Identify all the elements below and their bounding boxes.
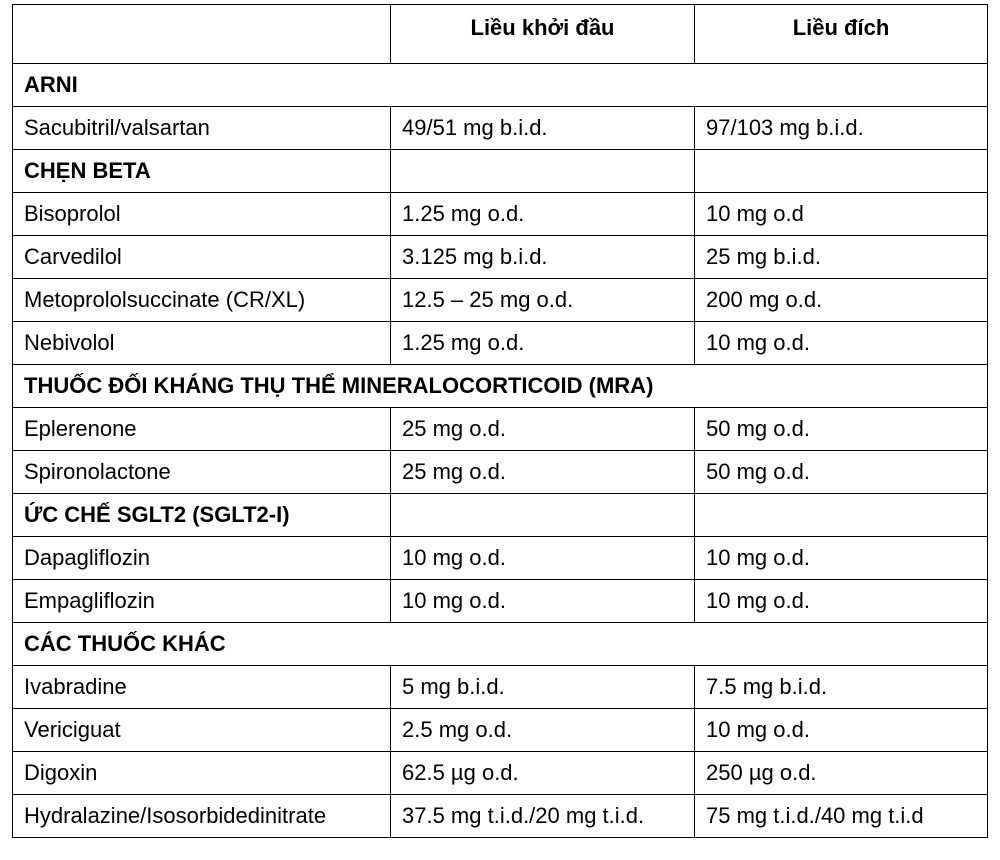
target-dose: 10 mg o.d. (695, 709, 988, 752)
target-dose: 7.5 mg b.i.d. (695, 666, 988, 709)
category-target-dose (695, 150, 988, 193)
table-row (13, 666, 988, 709)
starting-dose: 1.25 mg o.d. (391, 193, 695, 236)
drug-name: Bisoprolol (13, 193, 391, 236)
target-dose: 10 mg o.d (695, 193, 988, 236)
starting-dose: 1.25 mg o.d. (391, 322, 695, 365)
starting-dose: 62.5 µg o.d. (391, 752, 695, 795)
table-row (13, 709, 988, 752)
drug-name: Carvedilol (13, 236, 391, 279)
target-dose: 75 mg t.i.d./40 mg t.i.d (695, 795, 988, 838)
table-row (13, 752, 988, 795)
table-row (13, 107, 988, 150)
drug-name: Empagliflozin (13, 580, 391, 623)
drug-name: Sacubitril/valsartan (13, 107, 391, 150)
header-target-dose: Liều đích (695, 5, 988, 64)
header-drug (13, 5, 391, 64)
starting-dose: 37.5 mg t.i.d./20 mg t.i.d. (391, 795, 695, 838)
table-body (13, 64, 988, 838)
table-header (13, 5, 988, 64)
header-row (13, 5, 988, 64)
category-row (13, 150, 988, 193)
starting-dose: 3.125 mg b.i.d. (391, 236, 695, 279)
table-row (13, 537, 988, 580)
target-dose: 50 mg o.d. (695, 451, 988, 494)
table-row (13, 193, 988, 236)
table-row (13, 236, 988, 279)
starting-dose: 25 mg o.d. (391, 408, 695, 451)
drug-name: Hydralazine/Isosorbidedinitrate (13, 795, 391, 838)
drug-name: Spironolactone (13, 451, 391, 494)
table-row (13, 580, 988, 623)
drug-name: Ivabradine (13, 666, 391, 709)
drug-name: Digoxin (13, 752, 391, 795)
drug-name: Metoprololsuccinate (CR/XL) (13, 279, 391, 322)
category-label: ỨC CHẾ SGLT2 (SGLT2-I) (13, 494, 391, 537)
category-label: THUỐC ĐỐI KHÁNG THỤ THỂ MINERALOCORTICOID (MRA) (13, 365, 988, 408)
table-row (13, 279, 988, 322)
starting-dose: 49/51 mg b.i.d. (391, 107, 695, 150)
category-row (13, 623, 988, 666)
starting-dose: 10 mg o.d. (391, 580, 695, 623)
header-starting-dose: Liều khởi đầu (391, 5, 695, 64)
category-label: CÁC THUỐC KHÁC (13, 623, 988, 666)
table-row (13, 451, 988, 494)
target-dose: 200 mg o.d. (695, 279, 988, 322)
category-label: CHẸN BETA (13, 150, 391, 193)
target-dose: 97/103 mg b.i.d. (695, 107, 988, 150)
starting-dose: 10 mg o.d. (391, 537, 695, 580)
drug-name: Eplerenone (13, 408, 391, 451)
target-dose: 10 mg o.d. (695, 322, 988, 365)
drug-name: Dapagliflozin (13, 537, 391, 580)
table-row (13, 408, 988, 451)
table-row (13, 795, 988, 838)
target-dose: 25 mg b.i.d. (695, 236, 988, 279)
category-starting-dose (391, 150, 695, 193)
drug-name: Vericiguat (13, 709, 391, 752)
category-target-dose (695, 494, 988, 537)
category-row (13, 494, 988, 537)
target-dose: 10 mg o.d. (695, 537, 988, 580)
target-dose: 10 mg o.d. (695, 580, 988, 623)
drug-name: Nebivolol (13, 322, 391, 365)
category-label: ARNI (13, 64, 988, 107)
table-row (13, 322, 988, 365)
category-row (13, 64, 988, 107)
category-row (13, 365, 988, 408)
starting-dose: 25 mg o.d. (391, 451, 695, 494)
target-dose: 250 µg o.d. (695, 752, 988, 795)
starting-dose: 12.5 – 25 mg o.d. (391, 279, 695, 322)
dose-table (12, 4, 988, 838)
starting-dose: 5 mg b.i.d. (391, 666, 695, 709)
starting-dose: 2.5 mg o.d. (391, 709, 695, 752)
category-starting-dose (391, 494, 695, 537)
target-dose: 50 mg o.d. (695, 408, 988, 451)
